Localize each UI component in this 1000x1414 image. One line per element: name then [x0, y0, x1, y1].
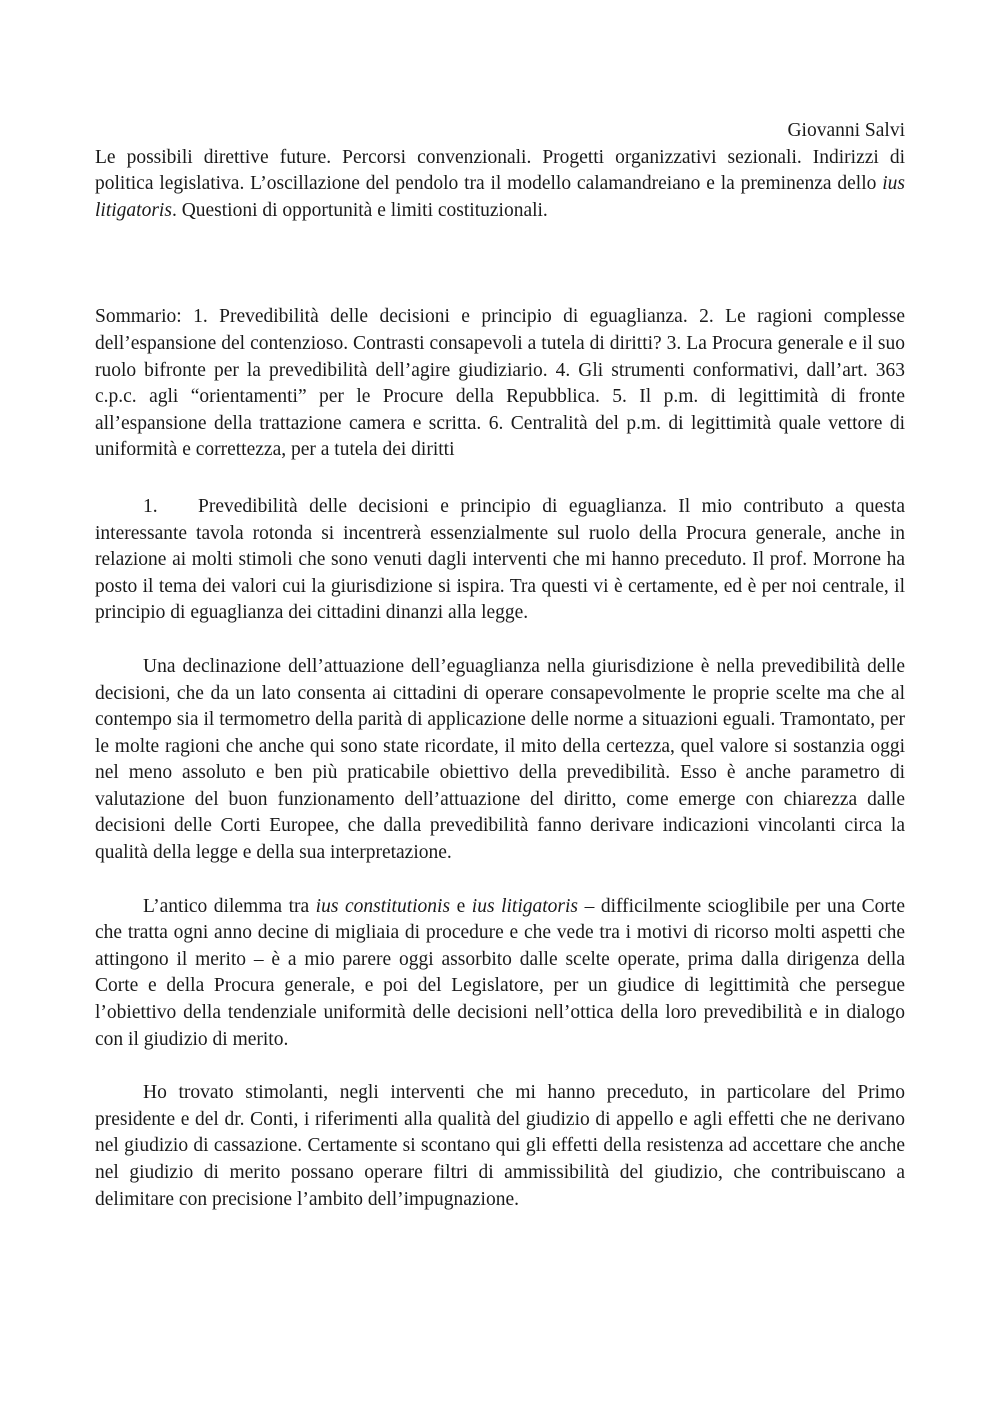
paragraph-3-text-c: – difficilmente scioglibile per una Corte che tratta ogni anno decine di migliaia di procedure e che vede tra i motivi di ricorso molti aspetti che attingono il merito – è a mio parere oggi assorbito dalle scelte operate, prima dalla dirigenza della Corte e della Procura generale, e poi del Legislatore, per un giudice di legittimità che persegue l’obiettivo della tendenziale uniformità delle decisioni nell’ottica della loro prevedibilità e in dialogo con il giudizio di merito. — [95, 895, 905, 1050]
paragraph-4: Ho trovato stimolanti, negli interventi che mi hanno preceduto, in particolare del Primo presidente e del dr. Conti, i riferimenti alla qualità del giudizio di appello e agli effetti che ne derivano nel giudizio di cassazione. Certamente si scontano qui gli effetti della resistenza ad accettare che anche nel giudizio di merito possano operare filtri di ammissibilità del giudizio, che contribuiscano a delimitare con precisione l’ambito dell’impugnazione. — [95, 1082, 905, 1210]
title-italic: ius litigatoris — [95, 173, 905, 221]
paragraph-3-text-a: L’antico dilemma tra — [143, 895, 316, 917]
section-1-text: Prevedibilità delle decisioni e principio di eguaglianza. Il mio contributo a questa interessante tavola rotonda si incentrerà essenzialmente sul ruolo della Procura generale, anche in relazione ai molti stimoli che sono venuti dagli interventi che mi hanno preceduto. Il prof. Morrone ha posto il tema dei valori cui la giurisdizione si ispira. Tra questi vi è certamente, ed è per noi centrale, il principio di eguaglianza dei cittadini dinanzi alla legge. — [95, 495, 905, 624]
paragraph-3 — [95, 894, 905, 1054]
author-name: Giovanni Salvi — [787, 120, 905, 141]
paragraph-3-italic-a: ius constitutionis — [315, 895, 451, 917]
title-text: Le possibili direttive future. Percorsi convenzionali. Progetti organizzativi sezionali. Indirizzi di politica legislativa. L’oscillazione del pendolo tra il modello calamandreiano e la preminenza dello — [95, 146, 905, 195]
paragraph-3-text-b: e — [450, 895, 472, 917]
title-text-end: . Questioni di opportunità e limiti costituzionali. — [171, 199, 548, 221]
paragraph-3-italic-b: ius litigatoris — [471, 895, 579, 917]
document-title — [95, 145, 905, 225]
document-page — [95, 118, 905, 1240]
summary: Sommario: 1. Prevedibilità delle decisioni e principio di eguaglianza. 2. Le ragioni complesse dell’espansione del contenzioso. Contrasti consapevoli a tutela di diritti? 3. La Procura generale e il suo ruolo bifronte per la prevedibilità dell’agire giudiziario. 4. Gli strumenti conformativi, dall’art. 363 c.p.c. agli “orientamenti” per le Procure della Repubblica. 5. Il p.m. di legittimità di fronte all’espansione della trattazione camera e scritta. 6. Centralità del p.m. di legittimità quale vettore di uniformità e correttezza, per a tutela dei diritti — [95, 306, 905, 461]
paragraph-2: Una declinazione dell’attuazione dell’eguaglianza nella giurisdizione è nella prevedibilità delle decisioni, che da un lato consenta ai cittadini di operare consapevolmente le proprie scelte ma che al contempo sia il termometro della parità di applicazione delle norme a situazioni eguali. Tramontato, per le molte ragioni che anche qui sono state ricordate, il mito della certezza, quel valore si sostanzia oggi nel meno assoluto e ben più praticabile obiettivo della prevedibilità. Esso è anche parametro di valutazione del buon funzionamento dell’attuazione del diritto, come emerge con chiarezza dalle decisioni delle Corti Europee, che dalla prevedibilità fanno derivare indicazioni vincolanti circa la qualità della legge e della sua interpretazione. — [95, 655, 905, 864]
section-number: 1. — [143, 495, 158, 517]
section-1-paragraph — [95, 494, 905, 627]
